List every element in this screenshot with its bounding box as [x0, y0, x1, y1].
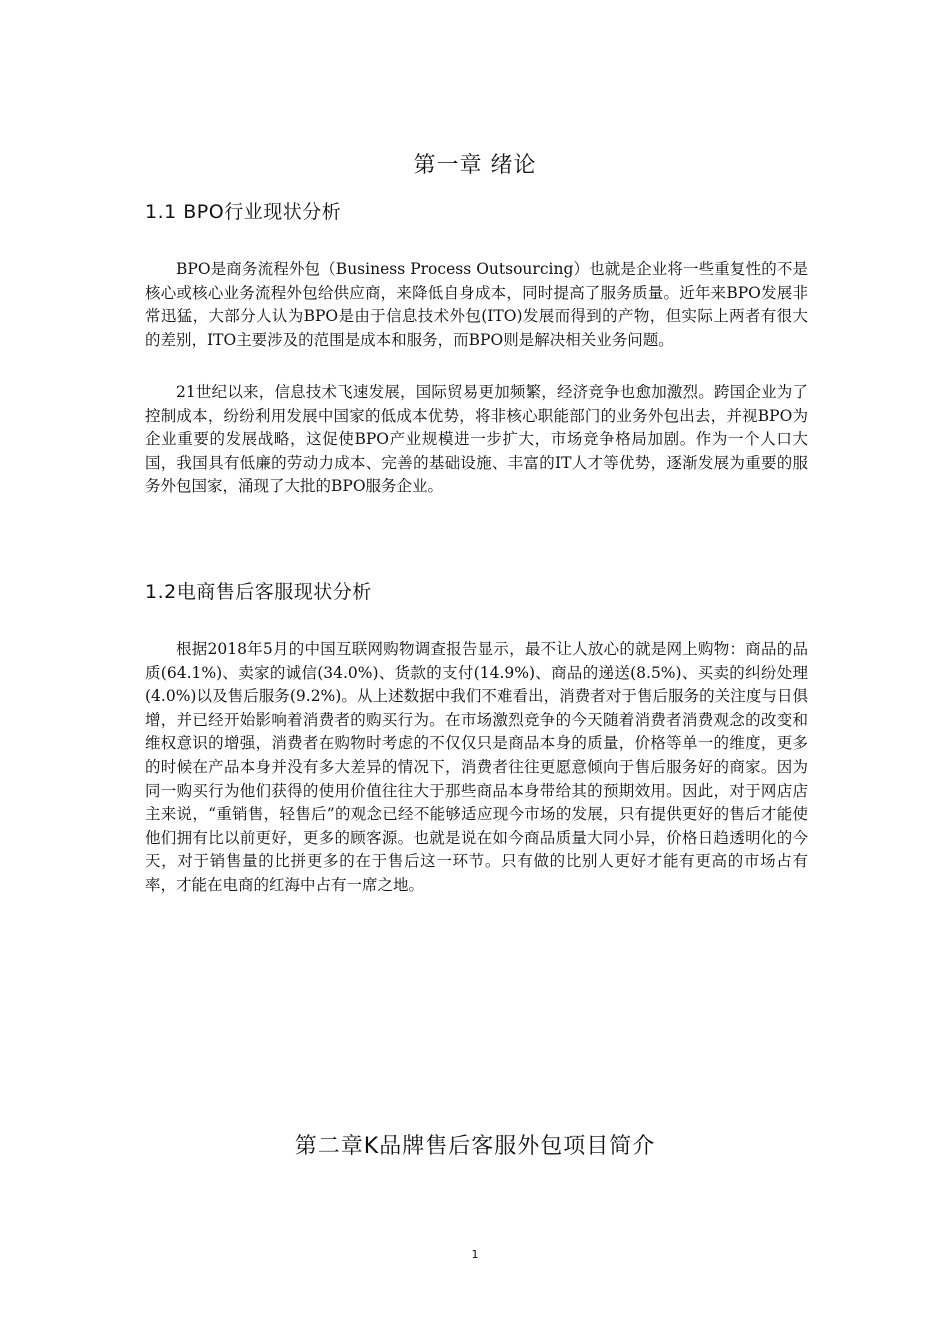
section-1-1-paragraph-2: 21世纪以来，信息技术飞速发展，国际贸易更加频繁，经济竞争也愈加激烈。跨国企业为了控制成本，纷纷利用发展中国家的低成本优势，将非核心职能部门的业务外包出去，并视BPO为企业重要的发展战略，这促使BPO产业规模进一步扩大，市场竞争格局加剧。作为一个人口大国，我国具有低廉的劳动力成本、完善的基础设施、丰富的IT人才等优势，逐渐发展为重要的服务外包国家，涌现了大批的BPO服务企业。 — [145, 383, 808, 496]
chapter-2-title: 第二章K品牌售后客服外包项目简介 — [294, 1134, 656, 1159]
section-1-1-heading: 1.1 BPO行业现状分析 — [145, 201, 342, 223]
section-1-2-paragraph-1: 根据2018年5月的中国互联网购物调查报告显示，最不让人放心的就是网上购物：商品的品质(64.1%)、卖家的诚信(34.0%)、货款的支付(14.9%)、商品的递送(8.5%)、买卖的纠纷处理(4.0%)以及售后服务(9.2%)。从上述数据中我们不难看出，消费者对于售后服务的关注度与日俱增，并已经开始影响着消费者的购买行为。在市场激烈竞争的今天随着消费者消费观念的改变和维权意识的增强，消费者在购物时考虑的不仅仅只是商品本身的质量，价格等单一的维度，更多的时候在产品本身并没有多大差异的情况下，消费者往往更愿意倾向于售后服务好的商家。因为同一购买行为他们获得的使用价值往往大于那些商品本身带给其的预期效用。因此，对于网店店主来说，“重销售，轻售后”的观念已经不能够适应现今市场的发展，只有提供更好的售后才能使他们拥有比以前更好，更多的顾客源。也就是说在如今商品质量大同小异，价格日趋透明化的今天，对于销售量的比拼更多的在于售后这一环节。只有做的比别人更好才能有更高的市场占有率，才能在电商的红海中占有一席之地。 — [145, 640, 808, 894]
chapter-1-title: 第一章 绪论 — [413, 153, 537, 178]
section-1-1-paragraph-1: BPO是商务流程外包（Business Process Outsourcing）也就是企业将一些重复性的不是核心或核心业务流程外包给供应商，来降低自身成本，同时提高了服务质量。近年来BPO发展非常迅猛，大部分人认为BPO是由于信息技术外包(ITO)发展而得到的产物，但实际上两者有很大的差别，ITO主要涉及的范围是成本和服务，而BPO则是解决相关业务问题。 — [145, 260, 808, 349]
page-number: 1 — [471, 1248, 479, 1261]
section-1-2-heading: 1.2电商售后客服现状分析 — [145, 581, 372, 603]
